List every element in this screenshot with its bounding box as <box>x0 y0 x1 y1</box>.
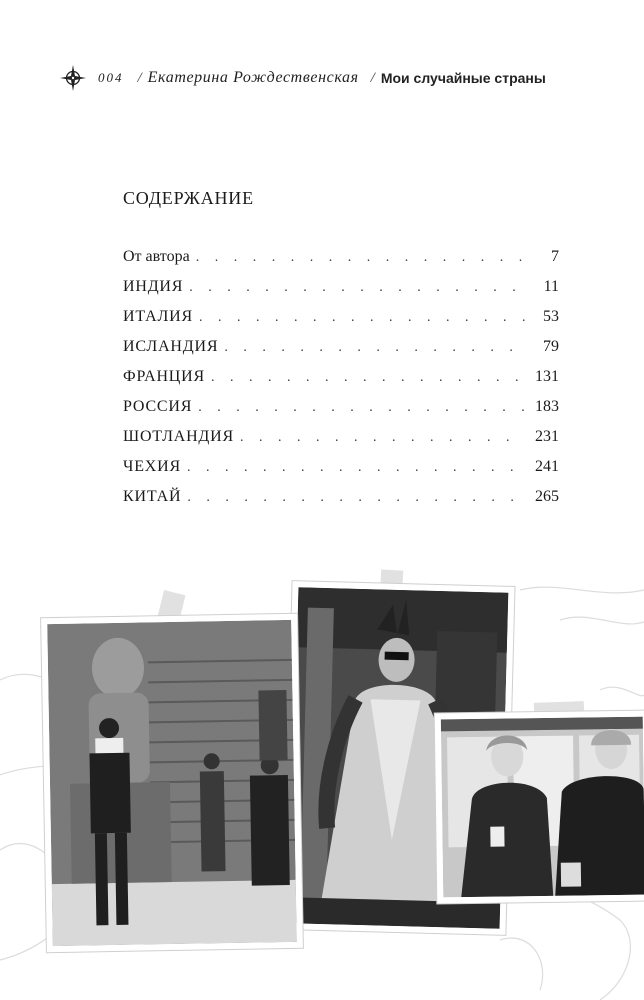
toc-leader-dots <box>187 490 525 506</box>
toc-entry-title: РОССИЯ <box>123 398 193 415</box>
toc-entry-page: 79 <box>543 338 559 355</box>
temple-stairs-picture <box>47 620 297 946</box>
toc-entry-page: 183 <box>535 398 559 415</box>
toc-entry[interactable] <box>123 428 559 458</box>
toc-entry-title: ИНДИЯ <box>123 278 184 295</box>
toc-entry-page: 231 <box>535 428 559 445</box>
toc-leader-dots <box>240 430 525 446</box>
toc-entry[interactable] <box>123 308 559 338</box>
separator-slash: / <box>370 69 375 86</box>
toc-leader-dots <box>224 340 525 356</box>
toc-leader-dots <box>199 310 525 326</box>
toc-entry[interactable] <box>123 488 559 518</box>
toc-entry-page: 241 <box>535 458 559 475</box>
toc-entry[interactable] <box>123 398 559 428</box>
compass-rose-icon <box>60 65 86 91</box>
toc-entry-page: 53 <box>543 308 559 325</box>
toc-entry[interactable] <box>123 338 559 368</box>
toc-entry[interactable] <box>123 458 559 488</box>
toc-entry-page: 7 <box>551 248 559 265</box>
toc-leader-dots <box>196 250 525 266</box>
toc-entry[interactable] <box>123 278 559 308</box>
toc-entry-title: ИТАЛИЯ <box>123 308 193 325</box>
separator-slash: / <box>137 69 142 86</box>
toc-leader-dots <box>211 370 525 386</box>
table-of-contents <box>123 248 559 518</box>
toc-entry-title: КИТАЙ <box>123 488 182 505</box>
toc-entry-title: От автора <box>123 248 190 265</box>
toc-entry-page: 131 <box>535 368 559 385</box>
running-header <box>60 64 600 92</box>
toc-entry-title: ШОТЛАНДИЯ <box>123 428 234 445</box>
toc-heading: СОДЕРЖАНИЕ <box>123 188 254 208</box>
photo-temple-stairs <box>41 614 303 952</box>
photo-two-women <box>435 711 644 904</box>
toc-entry-page: 265 <box>535 488 559 505</box>
toc-entry-title: ИСЛАНДИЯ <box>123 338 219 355</box>
toc-entry-title: ФРАНЦИЯ <box>123 368 205 385</box>
toc-leader-dots <box>198 400 525 416</box>
toc-leader-dots <box>189 280 525 296</box>
toc-entry-page: 11 <box>543 278 559 295</box>
toc-entry[interactable] <box>123 248 559 278</box>
book-title: Мои случайные страны <box>380 70 546 86</box>
toc-leader-dots <box>187 460 525 476</box>
toc-entry-title: ЧЕХИЯ <box>123 458 181 475</box>
toc-entry[interactable] <box>123 368 559 398</box>
page-number: 004 <box>98 70 124 85</box>
author-name: Екатерина Рождественская <box>147 69 359 86</box>
two-women-picture <box>441 717 644 898</box>
